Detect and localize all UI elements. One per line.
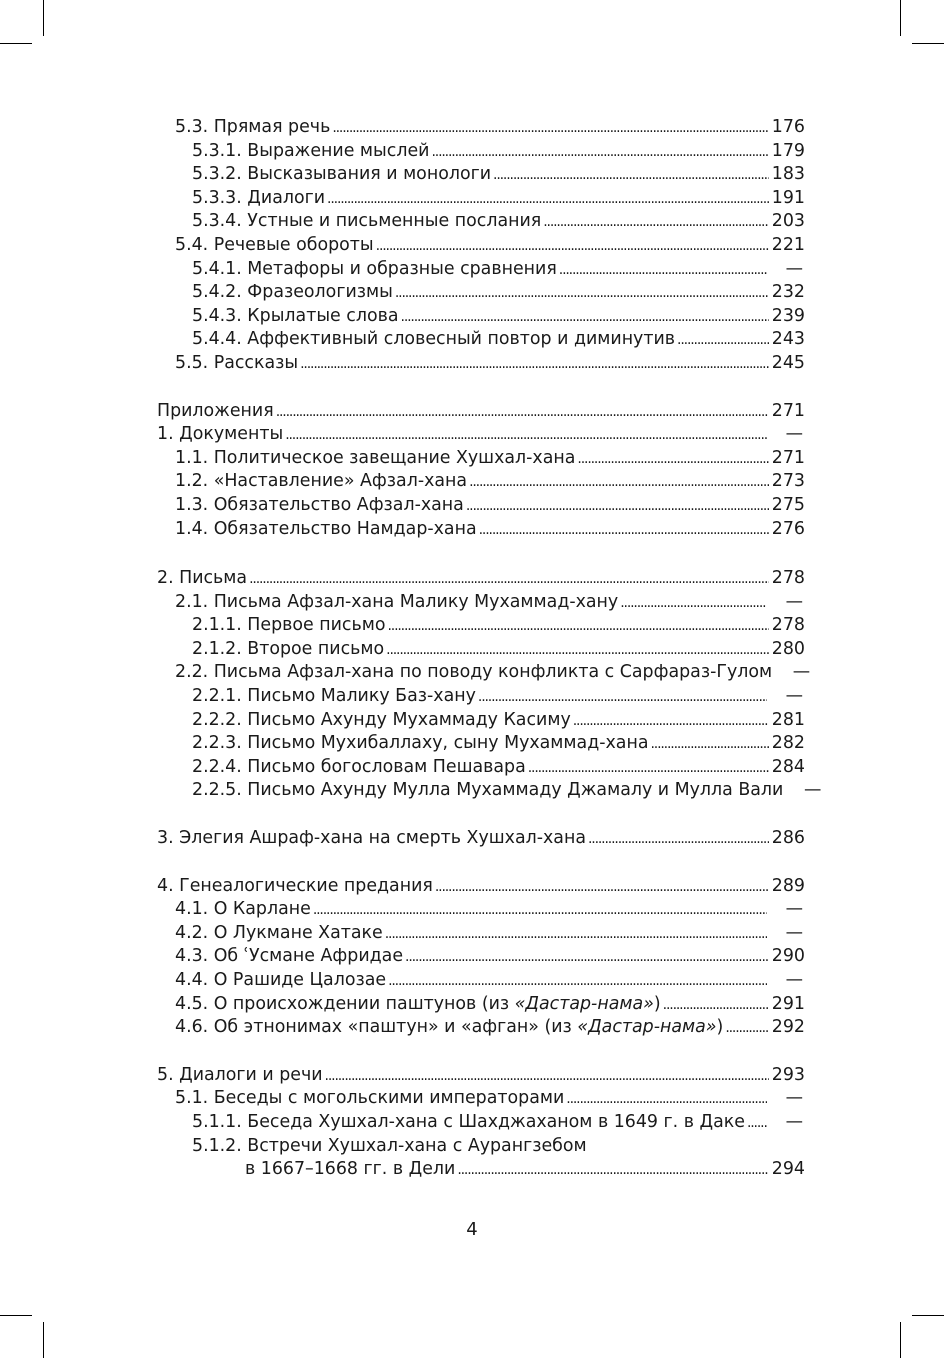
toc-entry-page: 282: [771, 733, 805, 754]
toc-entry[interactable]: [157, 328, 805, 352]
dot-leader: [479, 518, 769, 543]
toc-entry-title: 5.4.2. Фразеологизмы: [192, 282, 393, 303]
toc-entry-title: 2.2.3. Письмо Мухибаллаху, сыну Мухаммад-хана: [192, 733, 649, 754]
dot-leader: [435, 875, 769, 900]
toc-entry-title: 5.4.3. Крылатые слова: [192, 305, 399, 326]
toc-entry[interactable]: [157, 945, 805, 969]
toc-entry-title: 2.1.1. Первое письмо: [192, 615, 386, 636]
crop-mark-bottom-right: [900, 1322, 901, 1358]
toc-entry[interactable]: [157, 518, 805, 542]
toc-entry-title: 1. Документы: [157, 424, 284, 445]
toc-entry-title: 4.6. Об этнонимах «паштун» и «афган» (из «Дастар-нама»): [175, 1017, 724, 1038]
section-gap: [157, 851, 805, 875]
toc-entry-title: 4.1. О Карлане: [175, 899, 311, 920]
dot-leader: [677, 328, 769, 353]
toc-entry-title: 4.3. Об ʿУсмане Афридае: [175, 946, 404, 967]
toc-entry[interactable]: [157, 756, 805, 780]
dot-leader: [620, 591, 767, 616]
toc-entry[interactable]: [157, 258, 805, 282]
toc-entry-title: 5.3.1. Выражение мыслей: [192, 140, 430, 161]
dot-leader: [300, 352, 769, 377]
toc-entry-page: 275: [771, 494, 805, 515]
toc-entry[interactable]: [157, 614, 805, 638]
toc-entry[interactable]: [157, 1158, 805, 1182]
toc-entry[interactable]: [157, 352, 805, 376]
dot-leader: [431, 140, 769, 165]
dot-leader: [663, 993, 769, 1018]
crop-mark-top-right: [900, 0, 901, 36]
toc-entry-page: —: [785, 424, 803, 445]
dot-leader: [385, 922, 767, 947]
toc-entry-page: 294: [771, 1159, 805, 1180]
dot-leader: [327, 187, 769, 212]
toc-entry-title: 5.4.1. Метафоры и образные сравнения: [192, 258, 557, 279]
dot-leader: [747, 1111, 767, 1136]
toc-entry-page: —: [785, 922, 803, 943]
toc-entry[interactable]: [157, 969, 805, 993]
toc-entry[interactable]: [157, 567, 805, 591]
dot-leader: [325, 1064, 769, 1089]
dot-leader: [566, 1087, 767, 1112]
toc-entry[interactable]: [157, 591, 805, 615]
toc-entry[interactable]: [157, 827, 805, 851]
toc-entry-page: 289: [771, 875, 805, 896]
toc-entry-page: —: [785, 1088, 803, 1109]
toc-entry[interactable]: [157, 1064, 805, 1088]
dot-leader: [559, 258, 767, 283]
dot-leader: [466, 494, 769, 519]
toc-entry-title: 1.4. Обязательство Намдар-хана: [175, 518, 477, 539]
dot-leader: [573, 709, 769, 734]
toc-entry[interactable]: [157, 661, 811, 685]
toc-entry-title: 4. Генеалогические предания: [157, 875, 433, 896]
dot-leader: [588, 827, 769, 852]
toc-entry[interactable]: [157, 779, 822, 803]
toc-entry-title: 5.1. Беседы с могольскими императорами: [175, 1088, 565, 1109]
toc-entry-page: 232: [771, 282, 805, 303]
toc-entry-page: 284: [771, 756, 805, 777]
toc-entry-page: 278: [771, 568, 805, 589]
toc-entry[interactable]: [157, 898, 805, 922]
dot-leader: [478, 685, 767, 710]
dot-leader: [249, 567, 769, 592]
toc-entry-title: 2.2.2. Письмо Ахунду Мухаммаду Касиму: [192, 709, 571, 730]
dot-leader: [528, 756, 769, 781]
toc-entry-title: 2.2.4. Письмо богословам Пешавара: [192, 756, 526, 777]
dot-leader: [543, 210, 769, 235]
crop-mark-bottom-left: [43, 1322, 44, 1358]
toc-entry-page: —: [803, 780, 822, 801]
toc-entry-page: —: [785, 686, 803, 707]
toc-entry-page: 176: [771, 117, 805, 137]
toc-entry-page: 286: [771, 828, 805, 849]
dot-leader: [388, 969, 767, 994]
toc-entry-title: 2. Письма: [157, 568, 248, 589]
toc-entry-title: в 1667–1668 гг. в Дели: [245, 1159, 456, 1180]
toc-entry-title: 3. Элегия Ашраф-хана на смерть Хушхал-хана: [157, 828, 586, 849]
toc-entry-page: 183: [771, 164, 805, 185]
page-number: 4: [466, 1219, 478, 1240]
toc-entry[interactable]: [157, 400, 805, 424]
toc-entry-title: 1.1. Политическое завещание Хушхал-хана: [175, 447, 576, 468]
toc-entry[interactable]: [157, 140, 805, 164]
toc-entry-title: 5.3.4. Устные и письменные послания: [192, 211, 542, 232]
toc-entry-title: 5.4. Речевые обороты: [175, 234, 374, 255]
dot-leader: [387, 614, 769, 639]
section-gap: [157, 1040, 805, 1064]
dot-leader: [276, 400, 769, 425]
toc-entry-page: —: [785, 1111, 803, 1132]
toc-entry-title: 4.2. О Лукмане Хатаке: [175, 922, 383, 943]
crop-mark-bottom-left-h: [0, 1315, 32, 1316]
toc-entry[interactable]: [157, 1016, 805, 1040]
table-of-contents: [157, 116, 822, 1182]
toc-entry-page: 221: [771, 234, 805, 255]
toc-entry[interactable]: [157, 494, 805, 518]
toc-entry[interactable]: [157, 281, 805, 305]
toc-entry-title: 4.5. О происхождении паштунов (из «Дастар-нама»): [175, 993, 661, 1014]
toc-entry-title: 1.3. Обязательство Афзал-хана: [175, 494, 464, 515]
dot-leader: [401, 305, 769, 330]
dot-leader: [457, 1158, 769, 1183]
toc-entry[interactable]: [157, 447, 805, 471]
toc-entry-title: 2.1. Письма Афзал-хана Малику Мухаммад-хану: [175, 591, 619, 612]
toc-entry-page: 271: [771, 447, 805, 468]
toc-entry-page: 271: [771, 400, 805, 421]
toc-entry-page: 239: [771, 305, 805, 326]
toc-entry-page: 280: [771, 638, 805, 659]
toc-entry[interactable]: [157, 993, 805, 1017]
toc-entry[interactable]: [157, 210, 805, 234]
toc-entry[interactable]: [157, 638, 805, 662]
toc-entry-page: 245: [771, 352, 805, 373]
toc-entry-title: 2.2.1. Письмо Малику Баз-хану: [192, 686, 476, 707]
toc-entry[interactable]: [157, 470, 805, 494]
toc-entry-page: —: [785, 591, 803, 612]
dot-leader: [493, 163, 769, 188]
toc-entry[interactable]: [157, 685, 805, 709]
dot-leader: [650, 732, 769, 757]
dot-leader: [285, 423, 767, 448]
toc-entry-title: Приложения: [157, 400, 274, 421]
toc-entry-page: 278: [771, 615, 805, 636]
dot-leader: [386, 638, 769, 663]
dot-leader: [405, 945, 769, 970]
toc-entry-page: 290: [771, 946, 805, 967]
dot-leader: [313, 898, 767, 923]
toc-entry[interactable]: [157, 1135, 805, 1159]
toc-entry-page: 276: [771, 518, 805, 539]
toc-entry-page: 179: [771, 140, 805, 161]
dot-leader: [395, 281, 769, 306]
toc-entry-title: 5.1.1. Беседа Хушхал-хана с Шахджаханом в 1649 г. в Даке: [192, 1111, 745, 1132]
toc-entry-page: 293: [771, 1064, 805, 1085]
section-gap: [157, 541, 805, 567]
toc-entry[interactable]: [157, 234, 805, 258]
toc-entry-title: 2.2.5. Письмо Ахунду Мулла Мухаммаду Джамалу и Мулла Вали: [192, 780, 784, 801]
toc-entry-title: 5.3.2. Высказывания и монологи: [192, 164, 492, 185]
toc-entry-page: 273: [771, 471, 805, 492]
dot-leader: [469, 470, 769, 495]
crop-mark-top-right-h: [912, 43, 944, 44]
toc-entry-page: 203: [771, 211, 805, 232]
toc-entry-page: —: [785, 970, 803, 990]
toc-entry-title: 5. Диалоги и речи: [157, 1064, 323, 1085]
toc-entry-title: 5.4.4. Аффективный словесный повтор и диминутив: [192, 329, 676, 350]
toc-entry-page: 191: [771, 187, 805, 208]
toc-entry[interactable]: [157, 116, 805, 140]
toc-entry-title: 1.2. «Наставление» Афзал-хана: [175, 471, 468, 492]
toc-entry-page: 292: [771, 1017, 805, 1038]
toc-entry-title: 4.4. О Рашиде Цалозае: [175, 970, 387, 990]
dot-leader: [332, 116, 769, 141]
toc-entry-page: 281: [771, 709, 805, 730]
toc-entry-title: 5.5. Рассказы: [175, 352, 299, 373]
toc-entry-page: —: [785, 258, 803, 279]
toc-entry[interactable]: [157, 732, 805, 756]
toc-entry-title: 5.1.2. Встречи Хушхал-хана с Аурангзебом: [192, 1135, 587, 1156]
dot-leader: [725, 1016, 769, 1041]
crop-mark-top-left: [43, 0, 44, 36]
toc-entry[interactable]: [157, 305, 805, 329]
section-gap: [157, 803, 805, 827]
crop-mark-bottom-right-h: [912, 1315, 944, 1316]
toc-entry[interactable]: [157, 163, 805, 187]
toc-entry[interactable]: [157, 1087, 805, 1111]
toc-entry-title: 2.1.2. Второе письмо: [192, 638, 385, 659]
toc-entry-title: 5.3.3. Диалоги: [192, 187, 326, 208]
dot-leader: [376, 234, 769, 259]
toc-entry[interactable]: [157, 922, 805, 946]
toc-entry-page: 243: [771, 329, 805, 350]
toc-entry[interactable]: [157, 423, 805, 447]
toc-entry[interactable]: [157, 875, 805, 899]
crop-mark-top-left-h: [0, 43, 32, 44]
toc-entry[interactable]: [157, 187, 805, 211]
toc-entry[interactable]: [157, 709, 805, 733]
toc-entry-page: 291: [771, 993, 805, 1014]
toc-entry-title: 5.3. Прямая речь: [175, 117, 331, 137]
toc-entry-page: —: [785, 899, 803, 920]
toc-entry-title: 2.2. Письма Афзал-хана по поводу конфликта с Сарфараз-Гулом: [175, 662, 773, 683]
dot-leader: [577, 447, 769, 472]
toc-entry[interactable]: [157, 1111, 805, 1135]
section-gap: [157, 376, 805, 400]
toc-entry-page: —: [792, 662, 811, 683]
